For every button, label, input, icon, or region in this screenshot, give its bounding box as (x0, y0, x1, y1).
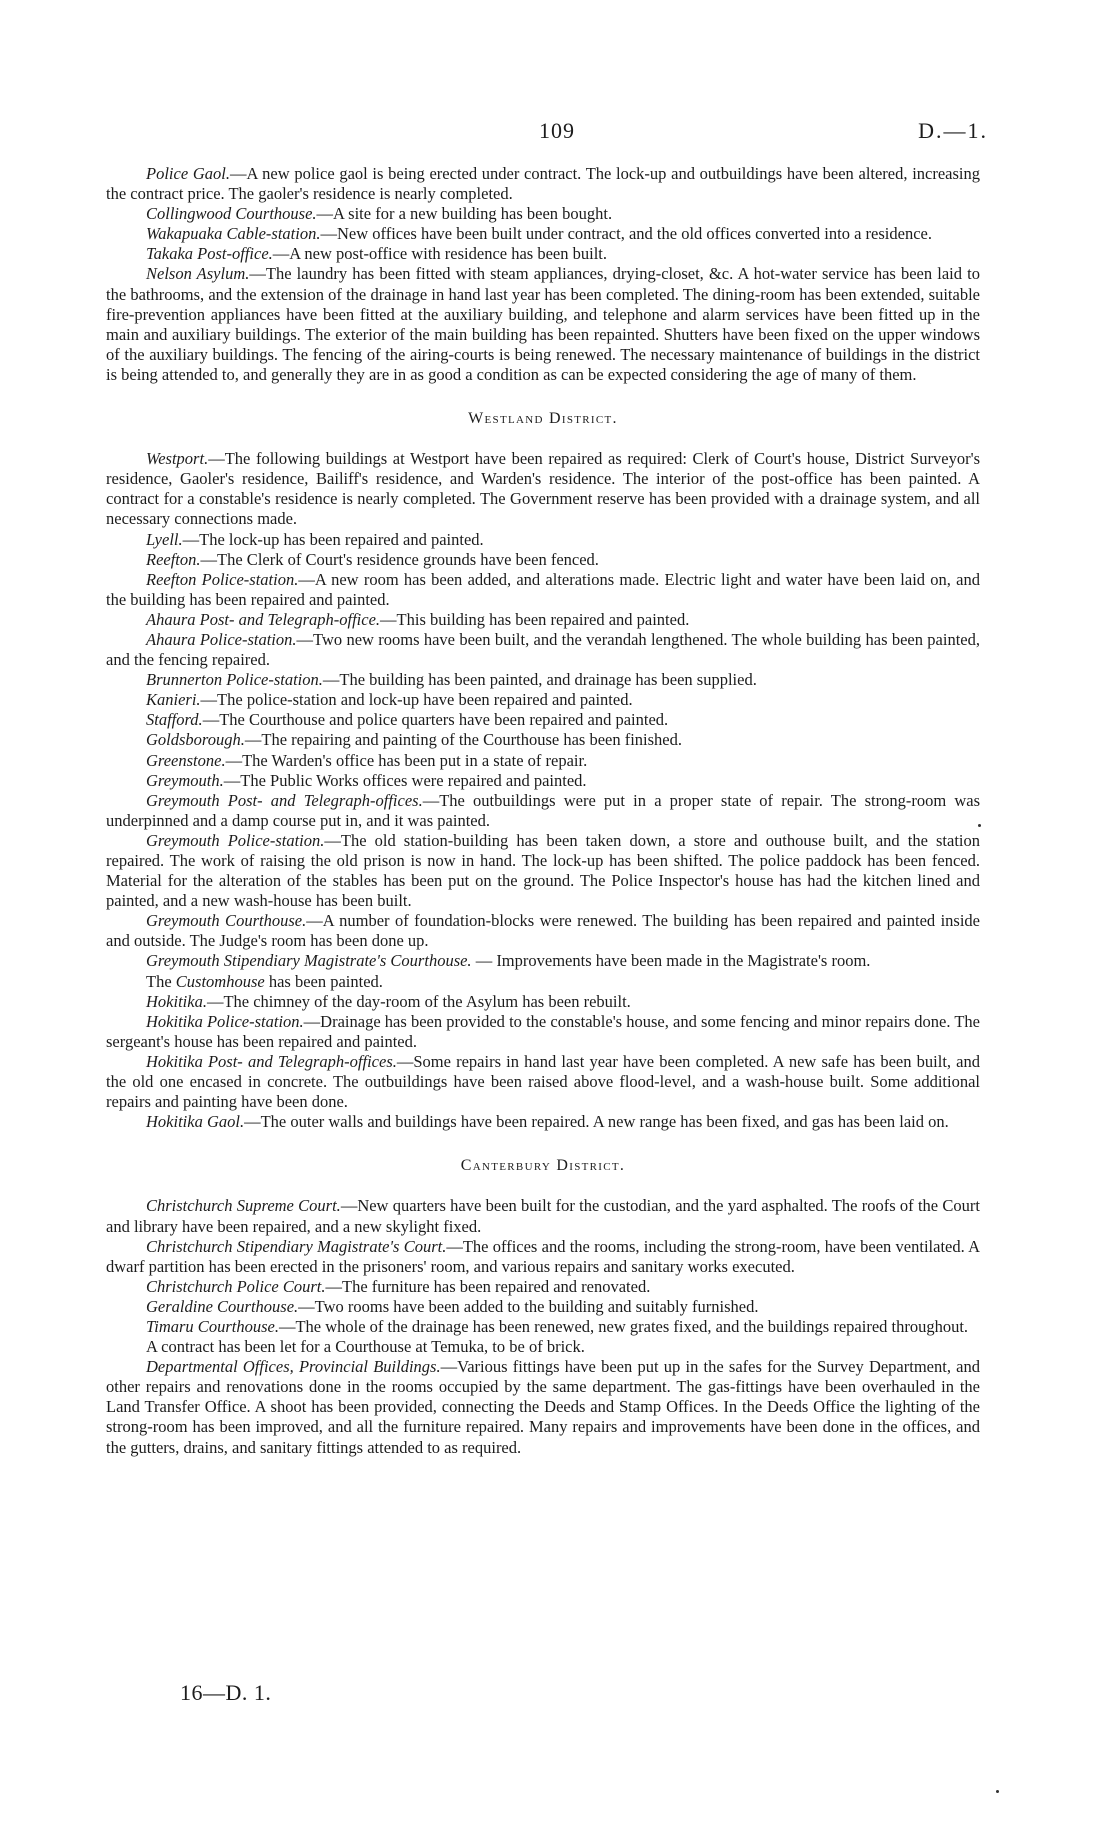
paragraph-text: —The repairing and painting of the Courthouse has been finished. (244, 730, 682, 750)
paragraph-heading: Reefton Police-station. (146, 569, 299, 589)
paragraph (106, 204, 980, 224)
paragraph-heading: Collingwood Courthouse. (146, 204, 317, 224)
paragraph (106, 751, 980, 771)
paragraph-text: A contract has been let for a Courthouse at Temuka, to be of brick. (146, 1337, 585, 1357)
paragraph (106, 690, 980, 710)
paragraph (106, 1012, 980, 1052)
paragraph-heading: Greymouth Courthouse. (146, 911, 307, 931)
paragraph (106, 449, 980, 529)
paragraph-text: —A number of foundation-blocks were renewed. The building has been repaired and painted inside and outside. The Judge's room has been done up. (106, 911, 980, 951)
paragraph (106, 831, 980, 911)
paragraph-heading: Christchurch Stipendiary Magistrate's Court. (146, 1236, 447, 1256)
paragraph (106, 771, 980, 791)
paragraph (106, 1196, 980, 1236)
paragraph (106, 610, 980, 630)
paragraph-text: —The furniture has been repaired and renovated. (325, 1276, 651, 1296)
paragraph-text: —The following buildings at Westport have been repaired as required: Clerk of Court's house, District Surveyor's residence, Gaoler's residence, Bailiff's residence, and Warden's residence. The interior of the post-office has been painted. A contract for a constable's residence is nearly completed. The Government reserve has been provided with a drainage system, and all necessary connections made. (106, 449, 980, 529)
paragraph-heading: Nelson Asylum. (146, 264, 250, 284)
paragraph-text: —New quarters have been built for the custodian, and the yard asphalted. The roofs of the Court and library have been repaired, and a new skylight fixed. (106, 1196, 980, 1236)
paragraph (106, 710, 980, 730)
paragraph-text: —A site for a new building has been bought. (316, 204, 613, 224)
paragraph (106, 570, 980, 610)
paragraph (106, 1357, 980, 1457)
paragraph-text: has been painted. (264, 971, 383, 991)
paragraph-heading: Greymouth Police-station. (146, 830, 325, 850)
paragraph-text: —The outbuildings were put in a proper state of repair. The strong-room was underpinned and a damp course put in, and it was painted. (106, 790, 980, 830)
paragraph-text: —The Courthouse and police quarters have been repaired and painted. (202, 710, 669, 730)
paragraph-text: —The building has been painted, and drainage has been supplied. (322, 670, 757, 690)
paragraph-heading: Takaka Post-office. (146, 244, 273, 264)
paragraph (106, 224, 980, 244)
paragraph (106, 670, 980, 690)
scan-speck (978, 824, 981, 827)
paragraph (106, 911, 980, 951)
paragraph (106, 992, 980, 1012)
paragraph (106, 1317, 980, 1337)
paragraph (106, 951, 980, 971)
paragraph-heading: Christchurch Supreme Court. (146, 1196, 341, 1216)
district-heading: Westland District. (468, 410, 618, 428)
paragraph-text: —A new post-office with residence has been built. (272, 244, 607, 264)
paragraph-text: —The Clerk of Court's residence grounds have been fenced. (200, 549, 599, 569)
paragraph-text: —The offices and the rooms, including the strong-room, have been ventilated. A dwarf partition has been erected in the prisoners' room, and various repairs and sanitary works executed. (106, 1236, 980, 1276)
paragraph-lead-in: The (146, 971, 176, 991)
paragraph-heading: Greenstone. (146, 750, 226, 770)
paragraph-heading: Hokitika Police-station. (146, 1011, 304, 1031)
paragraph-heading: Timaru Courthouse. (146, 1316, 279, 1336)
paragraph-heading: Customhouse (175, 971, 265, 991)
paragraph-text: —A new room has been added, and alterations made. Electric light and water have been laid on, and the building has been repaired and painted. (106, 569, 980, 609)
paragraph-heading: Greymouth Stipendiary Magistrate's Courthouse. (146, 951, 472, 971)
paragraph-text: —New offices have been built under contract, and the old offices converted into a residence. (320, 224, 932, 244)
paragraph-heading: Hokitika Post- and Telegraph-offices. (146, 1051, 397, 1071)
paragraph-heading: Kanieri. (146, 690, 201, 710)
paragraph-text: —The outer walls and buildings have been repaired. A new range has been fixed, and gas has been laid on. (244, 1112, 949, 1132)
paragraph (106, 244, 980, 264)
paragraph-heading: Hokitika. (146, 991, 207, 1011)
paragraph (106, 1112, 980, 1132)
paragraph-text: — Improvements have been made in the Magistrate's room. (471, 951, 871, 971)
paragraph (106, 730, 980, 750)
paragraph-text: —Various fittings have been put up in the safes for the Survey Department, and other repairs and renovations done in the rooms occupied by the same department. The gas-fittings have been overhauled in the Land Transfer Office. A shoot has been provided, connecting the Deeds and Stamp Offices. In the Deeds Office the lighting of the strong-room has been improved, and all the furniture repaired. Many repairs and improvements have been done in the offices, and the gutters, drains, and sanitary fittings attended to as required. (106, 1357, 980, 1457)
paragraph (106, 1277, 980, 1297)
paragraph-text: —A new police gaol is being erected under contract. The lock-up and outbuildings have been altered, increasing the contract price. The gaoler's residence is nearly completed. (106, 164, 980, 204)
paragraph (106, 791, 980, 831)
paragraph-heading: Ahaura Post- and Telegraph-office. (146, 609, 381, 629)
paragraph-heading: Goldsborough. (146, 730, 245, 750)
paragraph-heading: Westport. (146, 449, 209, 469)
paragraph-text: —Drainage has been provided to the constable's house, and some fencing and minor repairs done. The sergeant's house has been repaired and painted. (106, 1011, 980, 1051)
paragraph-text: —The old station-building has been taken down, a store and outhouse built, and the station repaired. The work of raising the old prison is now in hand. The lock-up has been shifted. The police paddock has been fenced. Material for the alteration of the stables has been put on the ground. The Police Inspector's house has had the kitchen lined and painted, and a new wash-house has been built. (106, 830, 980, 911)
scan-speck (996, 1790, 999, 1793)
paragraph-heading: Greymouth. (146, 770, 224, 790)
paragraph-heading: Reefton. (146, 549, 201, 569)
paragraph-heading: Lyell. (146, 529, 183, 549)
paragraph (106, 530, 980, 550)
paragraph-heading: Brunnerton Police-station. (146, 670, 323, 690)
paragraph (106, 972, 980, 992)
paragraph (106, 1337, 980, 1357)
paragraph-heading: Stafford. (146, 710, 203, 730)
paragraph-text: —This building has been repaired and painted. (380, 609, 690, 629)
paragraph-heading: Hokitika Gaol. (146, 1112, 245, 1132)
sheet-signature: 16—D. 1. (180, 1680, 272, 1705)
paragraph-heading: Police Gaol. (146, 164, 230, 183)
paragraph (106, 630, 980, 670)
paragraph (106, 164, 980, 204)
paragraph-heading: Christchurch Police Court. (146, 1276, 326, 1296)
paragraph-heading: Ahaura Police-station. (146, 629, 297, 649)
paragraph-heading: Wakapuaka Cable-station. (146, 224, 321, 244)
paragraph-heading: Greymouth Post- and Telegraph-offices. (146, 790, 423, 810)
paragraph-text: —The chimney of the day-room of the Asylum has been rebuilt. (206, 991, 631, 1011)
body-text (106, 164, 980, 1458)
document-reference: D.—1. (918, 118, 988, 143)
paragraph (106, 1297, 980, 1317)
paragraph-text: —The Warden's office has been put in a state of repair. (225, 750, 588, 770)
paragraph-heading: Geraldine Courthouse. (146, 1296, 299, 1316)
paragraph (106, 1052, 980, 1112)
paragraph-text: —The Public Works offices were repaired and painted. (223, 770, 587, 790)
paragraph-text: —The lock-up has been repaired and painted. (182, 529, 484, 549)
paragraph-text: —The whole of the drainage has been renewed, new grates fixed, and the buildings repaired throughout. (278, 1316, 969, 1336)
paragraph-text: —Two rooms have been added to the building and suitably furnished. (298, 1296, 759, 1316)
paragraph (106, 264, 980, 385)
paragraph-text: —The laundry has been fitted with steam appliances, drying-closet, &c. A hot-water service has been laid to the bathrooms, and the extension of the drainage in hand last year has been completed. The dining-room has been extended, suitable fire-prevention appliances have been fitted at the auxiliary building, and telephone and alarm services have been fitted up in the main and auxiliary buildings. The exterior of the main building has been repainted. Shutters have been fixed on the upper windows of the auxiliary buildings. The fencing of the airing-courts is being renewed. The necessary maintenance of buildings in the district is being attended to, and generally they are in as good a condition as can be expected considering the age of many of them. (106, 264, 980, 384)
paragraph (106, 550, 980, 570)
page-number: 109 (539, 118, 575, 143)
paragraph-text: —The police-station and lock-up have been repaired and painted. (200, 690, 633, 710)
district-heading: Canterbury District. (460, 1157, 626, 1175)
paragraph (106, 1237, 980, 1277)
paragraph-text: —Two new rooms have been built, and the verandah lengthened. The whole building has been painted, and the fencing repaired. (106, 629, 980, 670)
paragraph-heading: Departmental Offices, Provincial Buildings. (146, 1357, 441, 1377)
paragraph-text: —Some repairs in hand last year have been completed. A new safe has been built, and the old one encased in concrete. The outbuildings have been raised above flood-level, and a wash-house built. Some additional repairs and painting have been done. (106, 1051, 980, 1112)
